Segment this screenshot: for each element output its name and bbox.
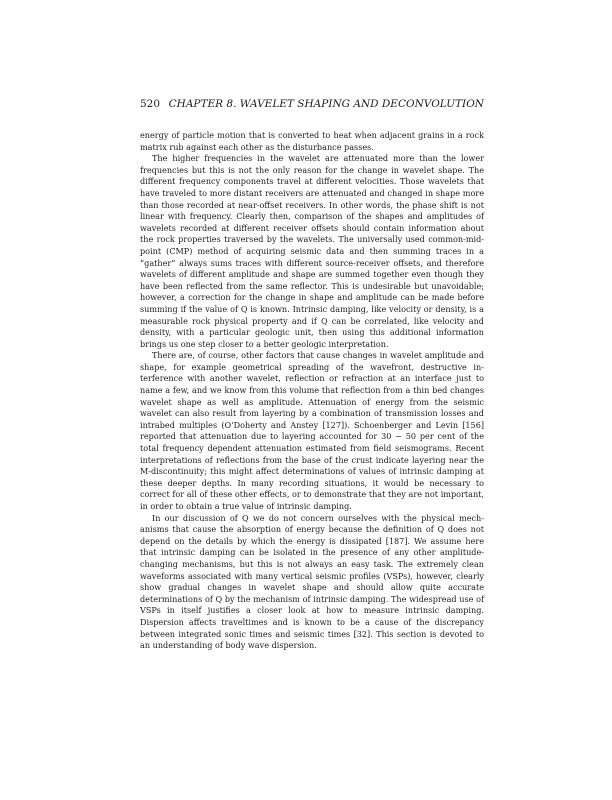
running-head <box>140 98 484 110</box>
paragraph-wavelet-shape: The higher frequencies in the wavelet are attenuated more than the lower frequencies but this is not the only reason for the change in wavelet shape. The different frequency components travel at different velocities. Those wavelets that have traveled to more distant receivers are attenuated and changed in shape more than those recorded at near-offset receivers. In other words, the phase shift is not linear with frequency. Clearly then, comparison of the shapes and amplitudes of wavelets recorded at different receiver offsets should contain information about the rock properties traversed by the wavelets. The universally used common-mid-point (CMP) method of acquiring seismic data and then summing traces in a “gather” always sums traces with different source-receiver offsets, and therefore wavelets of different amplitude and shape are summed together even though they have been reflected from the same reflector. This is undesirable but unavoidable; however, a correction for the change in shape and amplitude can be made before summing if the value of Q is known. Intrinsic damping, like velocity or density, is a measurable rock physical property and if Q can be correlated, like velocity and density, with a particular geologic unit, then using this additional information brings us one step closer to a better geologic interpretation. <box>140 153 484 349</box>
chapter-title: CHAPTER 8. WAVELET SHAPING AND DECONVOLUTION <box>168 98 484 110</box>
paragraph-continuation: energy of particle motion that is converted to heat when adjacent grains in a rock matrix rub against each other as the disturbance passes. <box>140 130 484 152</box>
body-text <box>140 130 484 652</box>
page-number: 520 <box>140 98 161 110</box>
paragraph-other-factors: There are, of course, other factors that cause changes in wavelet amplitude and shape, for example geometrical spreading of the wavefront, destructive interference with another wavelet, reflection or refraction at an interface just to name a few, and we know from this volume that reflection from a thin bed changes wavelet shape as well as amplitude. Attenuation of energy from the seismic wavelet can also result from layering by a combination of transmission losses and intrabed multiples (O’Doherty and Anstey [127]). Schoenberger and Levin [156] reported that attenuation due to layering accounted for 30 − 50 per cent of the total frequency dependent attenuation estimated from field seismograms. Recent interpretations of reflections from the base of the crust indicate layering near the M-discontinuity; this might affect determinations of values of intrinsic damping at these deeper depths. In many recording situations, it would be necessary to correct for all of these other effects, or to demonstrate that they are not important, in order to obtain a true value of intrinsic damping. <box>140 350 484 511</box>
paragraph-q-discussion: In our discussion of Q we do not concern ourselves with the physical mechanisms that cause the absorption of energy because the definition of Q does not depend on the details by which the energy is dissipated [187]. We assume here that intrinsic damping can be isolated in the presence of any other amplitude-changing mechanisms, but this is not always an easy task. The extremely clean waveforms associated with many vertical seismic profiles (VSPs), however, clearly show gradual changes in wavelet shape and should allow quite accurate determinations of Q by the mechanism of intrinsic damping. The widespread use of VSPs in itself justifies a closer look at how to measure intrinsic damping. Dispersion affects traveltimes and is known to be a cause of the discrepancy between integrated sonic times and seismic times [32]. This section is devoted to an understanding of body wave dispersion. <box>140 512 484 651</box>
